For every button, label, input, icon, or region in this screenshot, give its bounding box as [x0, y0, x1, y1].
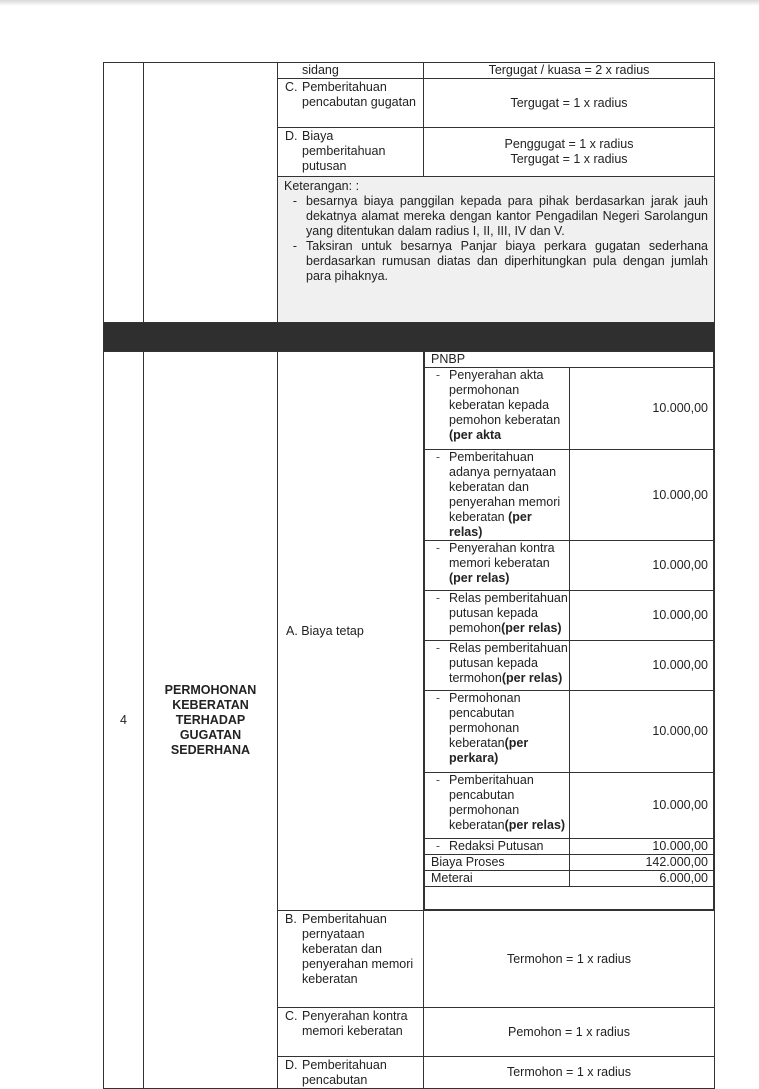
pnbp-item-value: 10.000,00 — [569, 591, 714, 641]
section-title: PERMOHONAN KEBERATAN TERHADAP GUGATAN SEDERHANA — [164, 682, 257, 757]
pnbp-item-text: Relas pemberitahuan putusan kepada pemohon(per relas) — [449, 591, 568, 635]
keterangan-text-2: Taksiran untuk besarnya Panjar biaya perkara gugatan sederhana berdasarkan rumusan diatas dan diperhitungkan pula dengan jumlah para pihaknya. — [306, 239, 708, 283]
row-sidang — [104, 63, 715, 79]
pnbp-item-text: Pemberitahuan adanya pernyataan keberatan dan penyerahan memori keberatan (per relas) — [449, 450, 561, 539]
b-label: Pemberitahuan pernyataan keberatan dan penyerahan memori keberatan — [302, 912, 414, 986]
prev-number-cell — [104, 63, 144, 323]
pnbp-item-text: Penyerahan kontra memori keberatan (per relas) — [449, 541, 555, 585]
penggugat-radius: Penggugat = 1 x radius — [504, 137, 634, 151]
pnbp-row: - Penyerahan kontra memori keberatan (per relas) 10.000,00 — [425, 541, 714, 591]
keterangan-heading: Keterangan: : — [284, 179, 360, 193]
pnbp-item-value: 10.000,00 — [569, 541, 714, 591]
meterai-row — [425, 871, 714, 887]
pnbp-heading: PNBP — [425, 352, 714, 368]
pnbp-row: - Permohonan pencabutan permohonan keberatan(per perkara) 10.000,00 — [425, 691, 714, 773]
pnbp-item-text: Pemberitahuan pencabutan permohonan keberatan(per relas) — [449, 773, 566, 832]
keterangan-bullet: - Taksiran untuk besarnya Panjar biaya perkara gugatan sederhana berdasarkan rumusan diatas dan diperhitungkan pula dengan jumlah para pihaknya. — [292, 239, 708, 283]
pnbp-table — [424, 352, 714, 910]
pnbp-item-value: 10.000,00 — [569, 368, 714, 450]
biaya-tetap-label-cell — [278, 352, 424, 911]
biaya-proses-row — [425, 855, 714, 871]
keterangan-text-1: besarnya biaya panggilan kepada para pihak berdasarkan jarak jauh dekatnya alamat mereka dengan kantor Pengadilan Negeri Sarolangun yang ditentukan dalam radius I, II, III, IV dan V. — [306, 194, 708, 238]
d-label: Pemberitahuan pencabutan — [302, 1058, 387, 1087]
keterangan-cell — [278, 177, 715, 323]
c-value: Pemohon = 1 x radius — [424, 1008, 715, 1057]
pnbp-item-text: Relas pemberitahuan putusan kepada termohon(per relas) — [449, 641, 568, 685]
pnbp-item-text: Penyerahan akta permohonan keberatan kepada pemohon keberatan (per akta — [449, 368, 561, 442]
section-title-cell — [144, 352, 278, 1089]
meterai-label: Meterai — [425, 871, 570, 887]
biaya-proses-label: Biaya Proses — [425, 855, 570, 871]
b-label-cell — [278, 911, 424, 1008]
separator-bar — [104, 323, 715, 352]
pnbp-item-value: 10.000,00 — [569, 773, 714, 839]
sidang-label-cell — [278, 63, 424, 79]
biaya-tetap-label: A. Biaya tetap — [286, 623, 364, 638]
putusan-label-cell — [278, 128, 424, 177]
pencabutan-value: Tergugat = 1 x radius — [424, 79, 715, 128]
tergugat-radius: Tergugat = 1 x radius — [510, 152, 628, 166]
pnbp-item-text: Redaksi Putusan — [449, 839, 544, 853]
pnbp-item-value: 10.000,00 — [569, 691, 714, 773]
pnbp-row: - Pemberitahuan pencabutan permohonan keberatan(per relas) 10.000,00 — [425, 773, 714, 839]
biaya-tetap-detail-cell — [424, 352, 715, 911]
d-label-cell — [278, 1057, 424, 1089]
fee-table — [103, 62, 715, 1089]
pnbp-row: - Penyerahan akta permohonan keberatan kepada pemohon keberatan (per akta 10.000,00 — [425, 368, 714, 450]
section-separator — [104, 323, 715, 352]
pnbp-item-value: 10.000,00 — [569, 839, 714, 855]
putusan-value-cell — [424, 128, 715, 177]
prev-title-cell — [144, 63, 278, 323]
meterai-value: 6.000,00 — [569, 871, 714, 887]
sidang-label: sidang — [302, 63, 339, 77]
scan-edge — [0, 0, 759, 6]
sidang-value: Tergugat / kuasa = 2 x radius — [424, 63, 715, 79]
c-label: Penyerahan kontra memori keberatan — [302, 1009, 408, 1038]
pencabutan-label: Pemberitahuan pencabutan gugatan — [302, 80, 416, 109]
c-label-cell — [278, 1008, 424, 1057]
item-letter: C. — [285, 80, 298, 94]
pencabutan-label-cell — [278, 79, 424, 128]
pnbp-row: - Relas pemberitahuan putusan kepada termohon(per relas) 10.000,00 — [425, 641, 714, 691]
section-number: 4 — [104, 352, 144, 1089]
empty-row — [425, 887, 714, 910]
pnbp-item-text: Permohonan pencabutan permohonan keberatan(per perkara) — [449, 691, 529, 765]
keterangan-bullet: - besarnya biaya panggilan kepada para pihak berdasarkan jarak jauh dekatnya alamat mereka dengan kantor Pengadilan Negeri Sarolangun yang ditentukan dalam radius I, II, III, IV dan V. — [292, 194, 708, 238]
pnbp-item-value: 10.000,00 — [569, 641, 714, 691]
pnbp-item-value: 10.000,00 — [569, 450, 714, 541]
item-letter: C. — [285, 1009, 298, 1023]
item-letter: D. — [285, 129, 298, 143]
pnbp-row: - Pemberitahuan adanya pernyataan keberatan dan penyerahan memori keberatan (per relas) 10.000,00 — [425, 450, 714, 541]
pnbp-row: - Relas pemberitahuan putusan kepada pemohon(per relas) 10.000,00 — [425, 591, 714, 641]
item-letter: D. — [285, 1058, 298, 1072]
b-value: Termohon = 1 x radius — [424, 911, 715, 1008]
biaya-proses-value: 142.000,00 — [569, 855, 714, 871]
pnbp-row: - Redaksi Putusan 10.000,00 — [425, 839, 714, 855]
putusan-label: Biaya pemberitahuan putusan — [302, 129, 386, 173]
row-biaya-tetap — [104, 352, 715, 911]
d-value: Termohon = 1 x radius — [424, 1057, 715, 1089]
item-letter: B. — [285, 912, 297, 926]
